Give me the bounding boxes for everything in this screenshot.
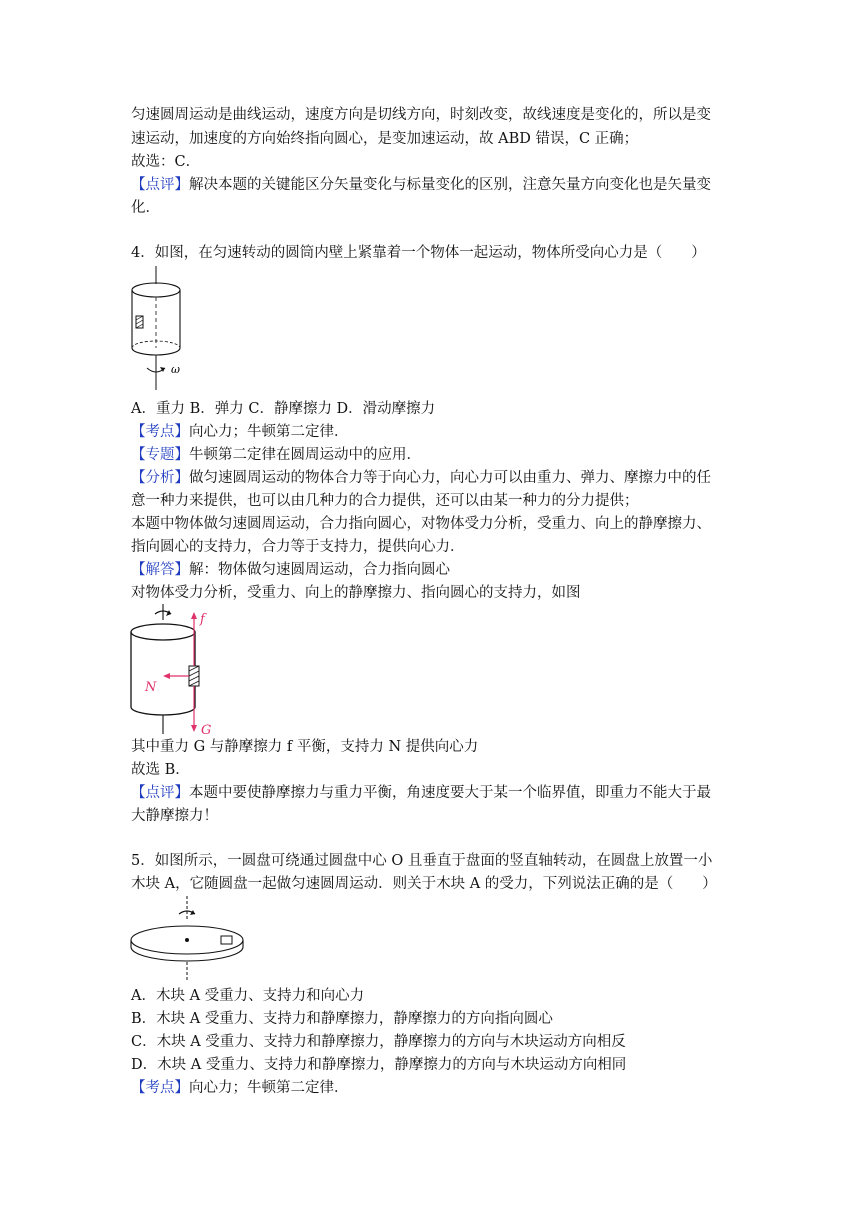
kaodian-text: 向心力；牛顿第二定律． (189, 1080, 349, 1096)
q5-disk-figure (127, 896, 247, 982)
force-n-label: N (145, 680, 157, 695)
prev-review-line-2: 化． (131, 200, 160, 216)
prev-explanation-line-2: 速运动，加速度的方向始终指向圆心，是变加速运动，故 ABD 错误，C 正确； (131, 131, 639, 147)
q5-option-d: D．木块 A 受重力、支持力和静摩擦力，静摩擦力的方向与木块运动方向相同 (131, 1057, 627, 1073)
fenxi-tag: 【分析】 (131, 470, 189, 486)
kaodian-tag: 【考点】 (131, 424, 189, 440)
q4-jieda (131, 560, 450, 580)
q5-option-b: B．木块 A 受重力、支持力和静摩擦力，静摩擦力的方向指向圆心 (131, 1011, 553, 1027)
review-tag: 【点评】 (131, 177, 189, 193)
q4-kaodian (131, 422, 349, 442)
prev-review (131, 175, 711, 195)
q4-fenxi (131, 468, 711, 488)
zhuanti-text: 牛顿第二定律在圆周运动中的应用． (189, 447, 421, 463)
jieda-tag: 【解答】 (131, 562, 189, 578)
q4-fenxi-line-4: 指向圆心的支持力，合力等于支持力，提供向心力． (131, 539, 465, 555)
q4-options: A．重力 B．弹力 C．静摩擦力 D．滑动摩擦力 (131, 401, 436, 417)
q4-zhuanti (131, 445, 421, 465)
q5-option-c: C．木块 A 受重力、支持力和静摩擦力，静摩擦力的方向与木块运动方向相反 (131, 1034, 626, 1050)
q4-force-diagram (127, 604, 227, 736)
q4-stem: 4．如图，在匀速转动的圆筒内壁上紧靠着一个物体一起运动，物体所受向心力是（ ） (131, 245, 706, 261)
kaodian-tag: 【考点】 (131, 1080, 189, 1096)
force-g-label: G (201, 723, 212, 736)
q4-fenxi-line-3: 本题中物体做匀速圆周运动，合力指向圆心，对物体受力分析，受重力、向上的静摩擦力、 (131, 516, 711, 532)
q5-stem-line-2: 木块 A，它随圆盘一起做匀速圆周运动．则关于木块 A 的受力，下列说法正确的是（ ） (131, 876, 717, 892)
q4-after-line-1: 其中重力 G 与静摩擦力 f 平衡，支持力 N 提供向心力 (131, 739, 479, 755)
review-text: 解决本题的关键能区分矢量变化与标量变化的区别，注意矢量方向变化也是矢量变 (189, 177, 711, 193)
review-tag: 【点评】 (131, 785, 189, 801)
prev-answer: 故选：C． (131, 154, 201, 170)
prev-explanation-line-1: 匀速圆周运动是曲线运动，速度方向是切线方向，时刻改变，故线速度是变化的，所以是变 (131, 107, 711, 123)
q5-option-a: A．木块 A 受重力、支持力和向心力 (131, 988, 365, 1004)
q4-review-line-2: 大静摩擦力！ (131, 808, 218, 824)
kaodian-text: 向心力；牛顿第二定律． (189, 424, 349, 440)
q4-cylinder-figure (127, 266, 197, 390)
force-f-label: f (200, 612, 205, 627)
q5-stem-line-1: 5．如图所示，一圆盘可绕通过圆盘中心 O 且垂直于盘面的竖直轴转动，在圆盘上放置一小 (131, 853, 713, 869)
zhuanti-tag: 【专题】 (131, 447, 189, 463)
q4-answer: 故选 B． (131, 762, 190, 778)
omega-label: ω (171, 363, 180, 376)
q4-review (131, 783, 711, 803)
q5-kaodian (131, 1078, 349, 1098)
jieda-text: 解：物体做匀速圆周运动，合力指向圆心 (189, 562, 450, 578)
q4-jieda-line-2: 对物体受力分析，受重力、向上的静摩擦力、指向圆心的支持力，如图 (131, 585, 581, 601)
review-text: 本题中要使静摩擦力与重力平衡，角速度要大于某一个临界值，即重力不能大于最 (189, 785, 711, 801)
fenxi-text: 做匀速圆周运动的物体合力等于向心力，向心力可以由重力、弹力、摩擦力中的任 (189, 470, 711, 486)
q4-fenxi-line-2: 意一种力来提供，也可以由几种力的合力提供，还可以由某一种力的分力提供； (131, 493, 639, 509)
